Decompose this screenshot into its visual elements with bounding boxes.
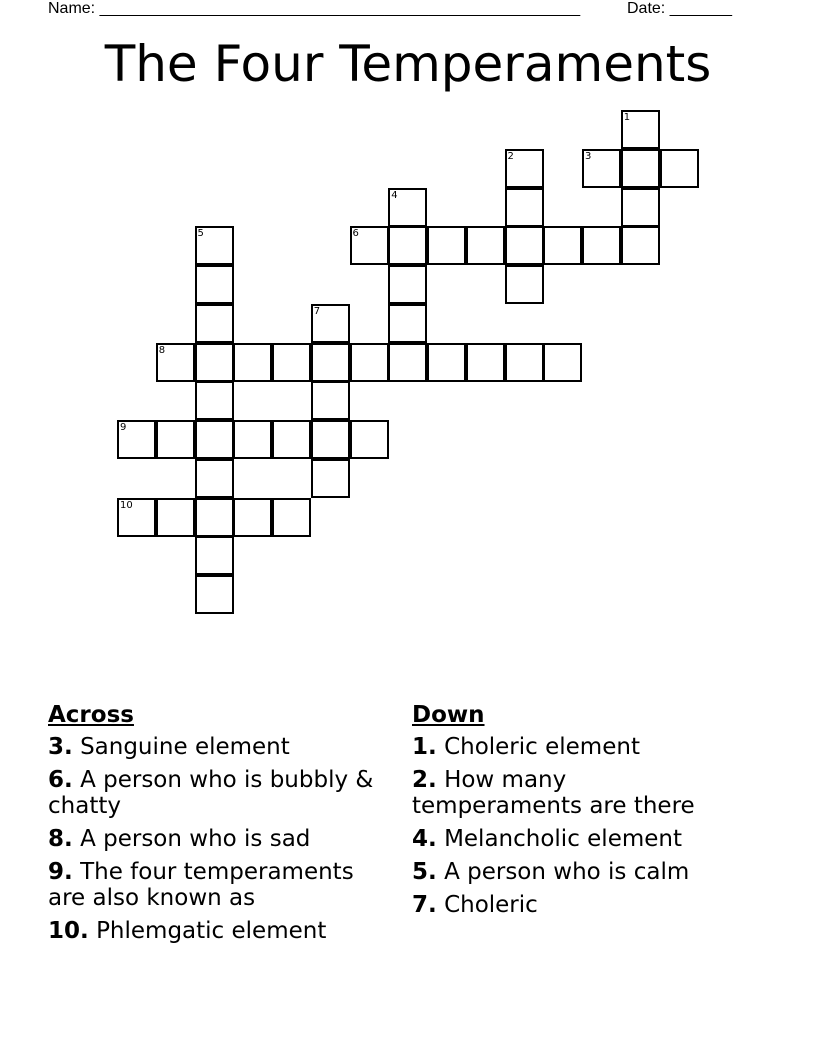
grid-cell[interactable] bbox=[272, 343, 311, 382]
cell-number: 8 bbox=[158, 344, 166, 356]
grid-cell[interactable] bbox=[505, 343, 544, 382]
across-clues bbox=[48, 702, 388, 951]
grid-cell[interactable] bbox=[272, 420, 311, 459]
clue-text: A person who is sad bbox=[80, 826, 311, 852]
grid-cell[interactable] bbox=[195, 343, 234, 382]
grid-cell[interactable] bbox=[466, 343, 505, 382]
across-clue bbox=[48, 918, 388, 944]
grid-cell[interactable] bbox=[621, 188, 660, 227]
cell-number: 9 bbox=[120, 422, 127, 433]
grid-cell[interactable] bbox=[350, 343, 389, 382]
clue-text: Phlemgatic element bbox=[96, 918, 327, 944]
cell-number: 2 bbox=[507, 150, 514, 162]
grid-cell[interactable] bbox=[621, 110, 660, 149]
grid-cell[interactable] bbox=[195, 420, 234, 459]
grid-cell[interactable] bbox=[195, 459, 234, 498]
clue-number: 5. bbox=[412, 859, 437, 885]
grid-cell[interactable] bbox=[621, 149, 660, 188]
grid-cell[interactable] bbox=[311, 381, 350, 420]
down-clue bbox=[412, 767, 732, 819]
grid-cell[interactable] bbox=[543, 226, 582, 265]
grid-cell[interactable] bbox=[427, 343, 466, 382]
down-heading: Down bbox=[412, 702, 485, 728]
grid-cell[interactable] bbox=[621, 226, 660, 265]
grid-cell[interactable] bbox=[350, 226, 389, 265]
grid-cell[interactable] bbox=[156, 498, 195, 537]
grid-cell[interactable] bbox=[233, 498, 272, 537]
grid-cell[interactable] bbox=[311, 420, 350, 459]
clue-number: 7. bbox=[412, 892, 437, 918]
clue-text: The four temperaments are also known as bbox=[48, 859, 354, 911]
grid-cell[interactable] bbox=[388, 304, 427, 343]
grid-cell[interactable] bbox=[466, 226, 505, 265]
across-clue bbox=[48, 767, 388, 819]
cell-number: 5 bbox=[197, 228, 204, 240]
grid-cell[interactable] bbox=[388, 343, 427, 382]
clue-text: A person who is bubbly & chatty bbox=[48, 767, 374, 819]
across-heading: Across bbox=[48, 702, 134, 728]
grid-cell[interactable] bbox=[156, 343, 195, 382]
grid-cell[interactable] bbox=[117, 420, 156, 459]
grid-cell[interactable] bbox=[272, 498, 311, 537]
cell-number: 1 bbox=[623, 112, 631, 123]
grid-cell[interactable] bbox=[505, 149, 544, 188]
clue-number: 9. bbox=[48, 859, 73, 885]
grid-cell[interactable] bbox=[195, 536, 234, 575]
clue-text: Choleric bbox=[444, 892, 538, 918]
grid-cell[interactable] bbox=[233, 343, 272, 382]
clue-number: 8. bbox=[48, 826, 73, 852]
grid-cell[interactable] bbox=[388, 226, 427, 265]
clue-number: 1. bbox=[412, 734, 437, 760]
clue-text: How many temperaments are there bbox=[412, 767, 695, 819]
clue-number: 4. bbox=[412, 826, 437, 852]
cell-number: 4 bbox=[391, 189, 398, 201]
clue-number: 2. bbox=[412, 767, 437, 793]
across-clue bbox=[48, 826, 388, 852]
grid-cell[interactable] bbox=[156, 420, 195, 459]
clue-number: 3. bbox=[48, 734, 73, 760]
grid-cell[interactable] bbox=[195, 575, 234, 614]
grid-cell[interactable] bbox=[311, 343, 350, 382]
grid-cell[interactable] bbox=[195, 226, 234, 265]
grid-cell[interactable] bbox=[311, 459, 350, 498]
grid-cell[interactable] bbox=[427, 226, 466, 265]
down-clues bbox=[412, 702, 732, 925]
grid-cell[interactable] bbox=[388, 188, 427, 227]
clue-text: Choleric element bbox=[444, 734, 640, 760]
down-clue bbox=[412, 826, 732, 852]
down-clue bbox=[412, 859, 732, 885]
grid-cell[interactable] bbox=[543, 343, 582, 382]
cell-number: 10 bbox=[120, 499, 133, 511]
clue-text: Sanguine element bbox=[80, 734, 290, 760]
grid-cell[interactable] bbox=[505, 265, 544, 304]
grid-cell[interactable] bbox=[388, 265, 427, 304]
down-clue bbox=[412, 892, 732, 918]
cell-number: 6 bbox=[352, 228, 359, 240]
grid-cell[interactable] bbox=[350, 420, 389, 459]
cell-number: 3 bbox=[585, 150, 592, 162]
grid-cell[interactable] bbox=[117, 498, 156, 537]
grid-cell[interactable] bbox=[311, 304, 350, 343]
down-clue bbox=[412, 734, 732, 760]
clue-number: 6. bbox=[48, 767, 73, 793]
grid-cell[interactable] bbox=[582, 149, 621, 188]
across-clue bbox=[48, 734, 388, 760]
across-clue bbox=[48, 859, 388, 911]
grid-cell[interactable] bbox=[195, 265, 234, 304]
clue-text: A person who is calm bbox=[444, 859, 690, 885]
grid-cell[interactable] bbox=[195, 498, 234, 537]
name-field-label: Name: ______________________________________________________ bbox=[48, 0, 581, 17]
clue-number: 10. bbox=[48, 918, 89, 944]
clue-text: Melancholic element bbox=[444, 826, 682, 852]
grid-cell[interactable] bbox=[233, 420, 272, 459]
grid-cell[interactable] bbox=[505, 226, 544, 265]
page-title: The Four Temperaments bbox=[104, 35, 712, 93]
grid-cell[interactable] bbox=[582, 226, 621, 265]
date-field-label: Date: _______ bbox=[627, 0, 732, 17]
grid-cell[interactable] bbox=[195, 304, 234, 343]
grid-cell[interactable] bbox=[505, 188, 544, 227]
grid-cell[interactable] bbox=[195, 381, 234, 420]
grid-cell[interactable] bbox=[660, 149, 699, 188]
cell-number: 7 bbox=[313, 305, 321, 317]
